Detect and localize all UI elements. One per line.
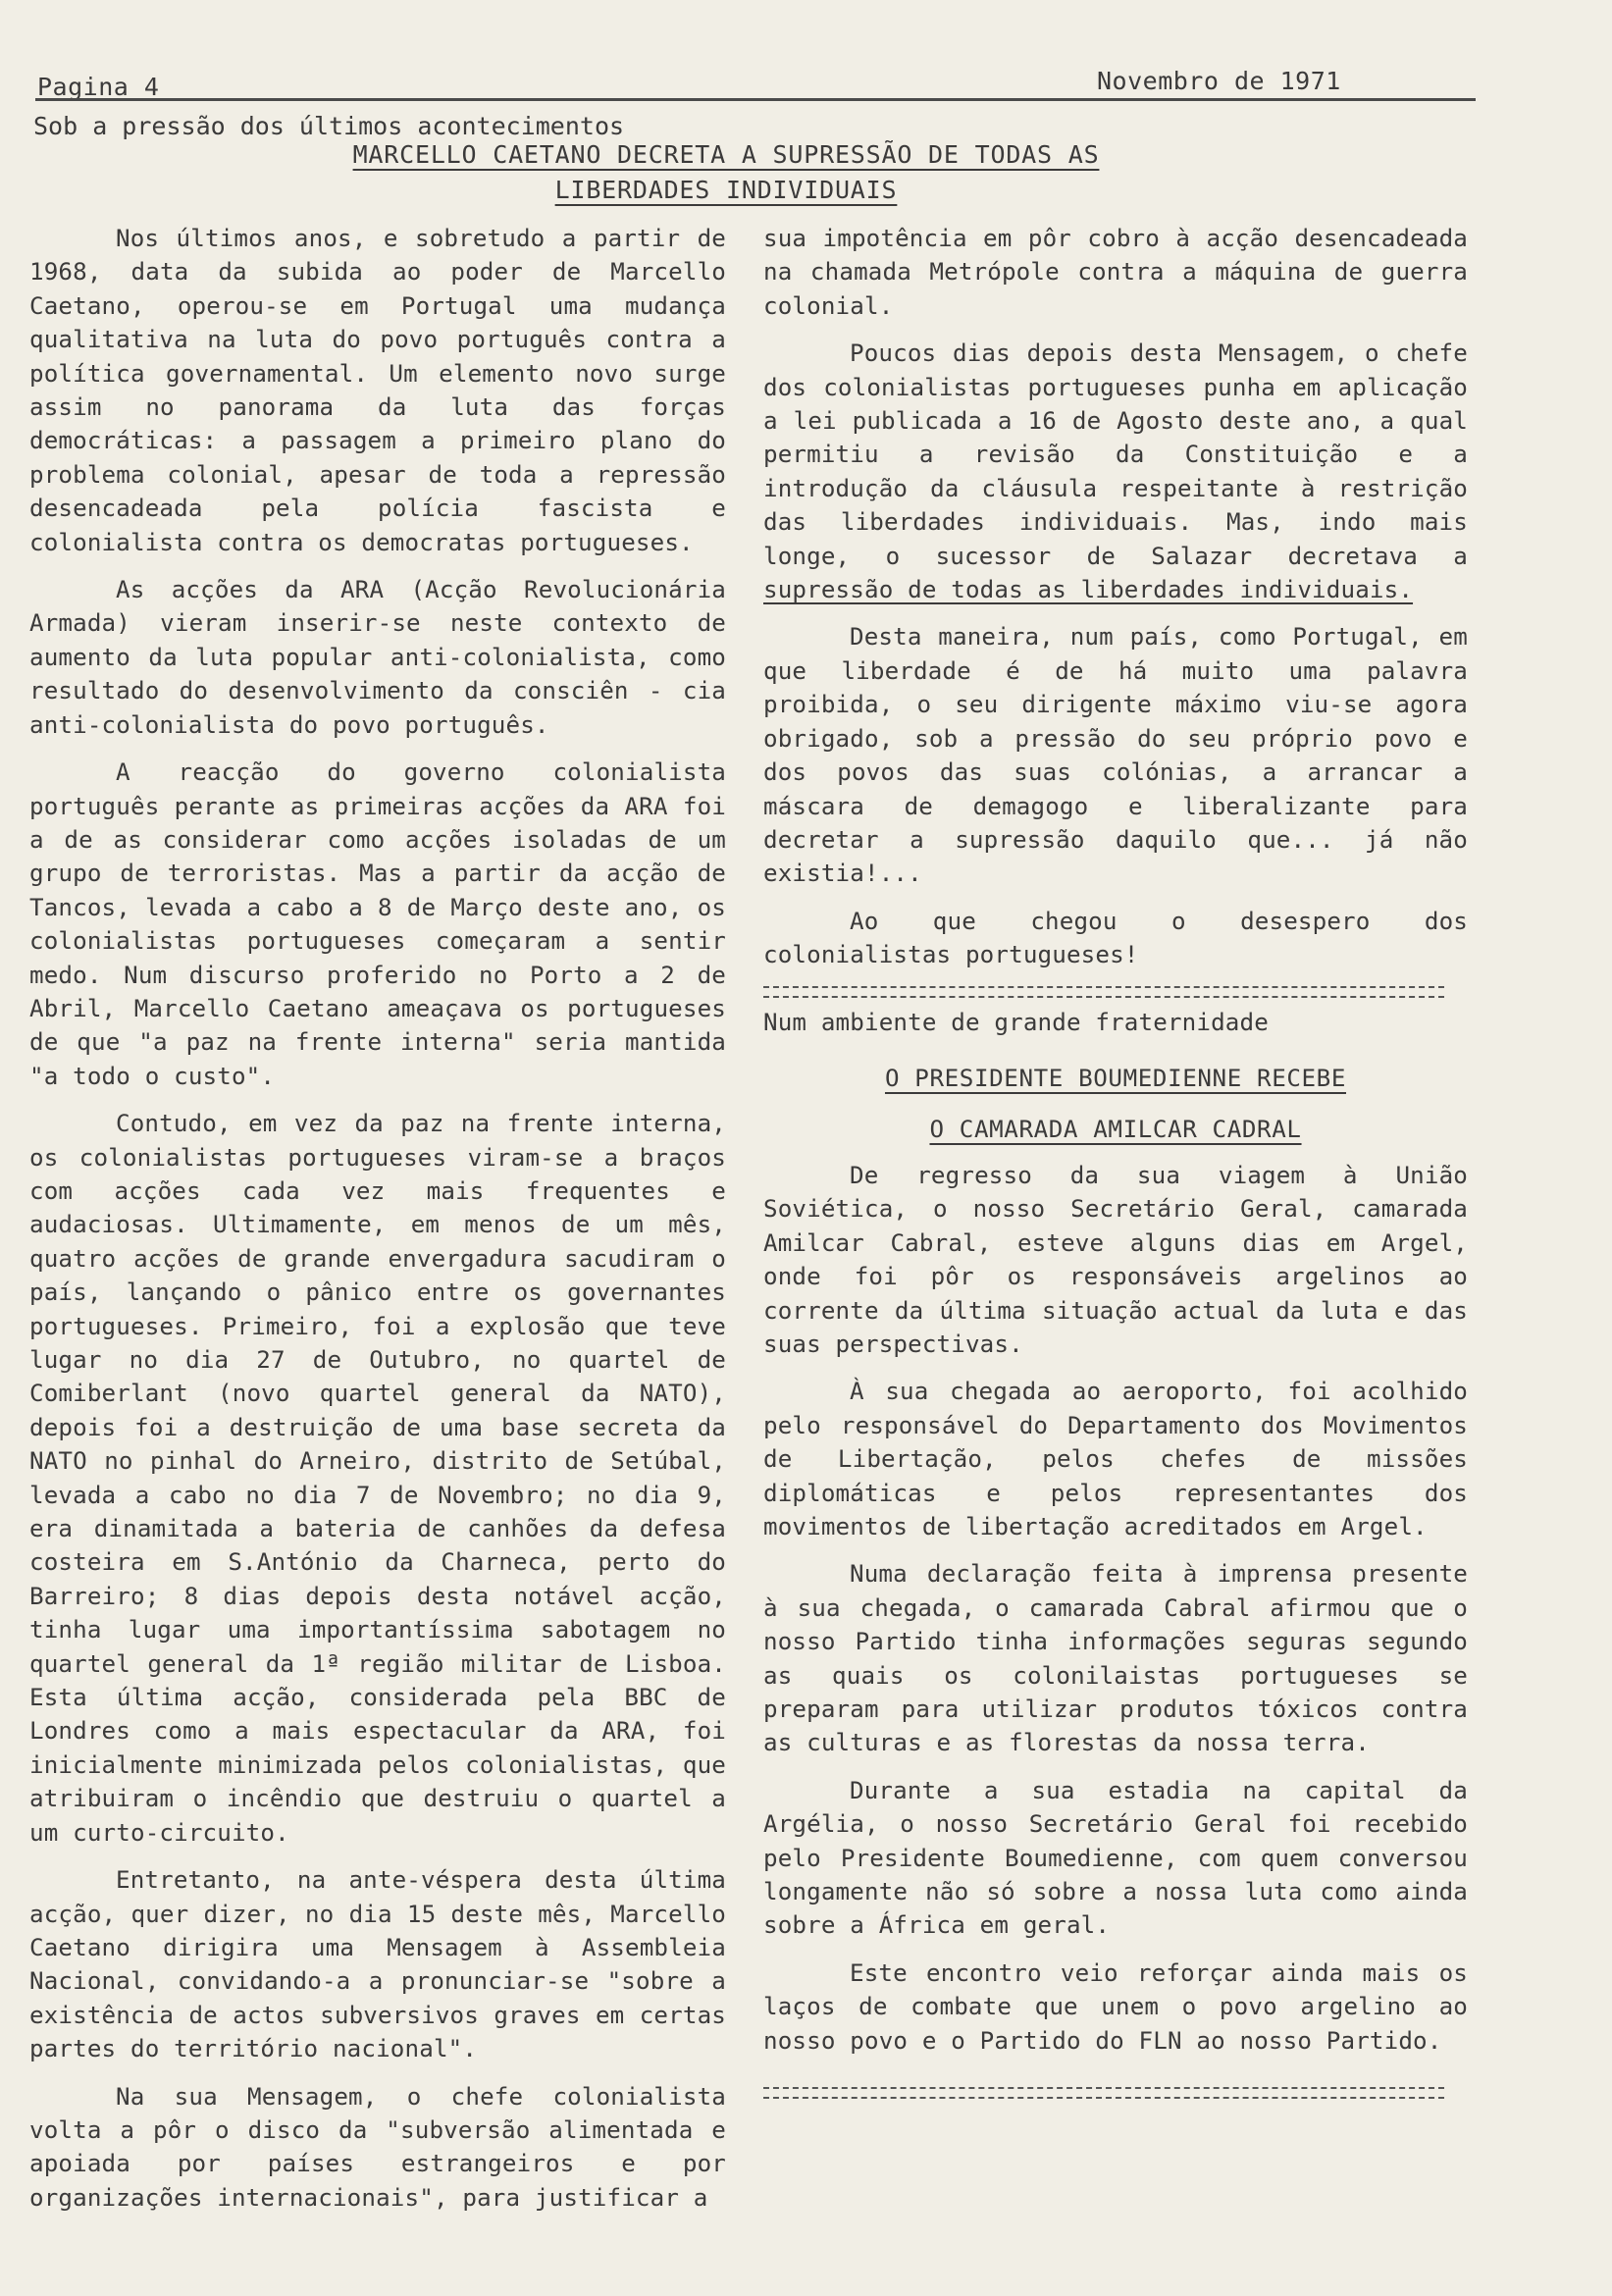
paragraph: De regresso da sua viagem à União Soviética, o nosso Secretário Geral, camarada Amilcar Cabral, esteve alguns dias em Argel, onde foi pôr os responsáveis argelinos ao corrente da última situação actual da luta e das suas perspectivas. (763, 1161, 1468, 1358)
separator-rule (763, 986, 1444, 998)
paragraph: Durante a sua estadia na capital da Argélia, o nosso Secretário Geral foi recebido pelo Presidente Boumedienne, com quem conversou longamente não só sobre a nossa luta como ainda sobre a África em geral. (763, 1776, 1468, 1940)
page-number: Pagina 4 (37, 73, 160, 101)
headline-line-1: O PRESIDENTE BOUMEDIENNE RECEBE (884, 1064, 1347, 1092)
article-headline (324, 137, 1128, 208)
paragraph: Na sua Mensagem, o chefe colonialista volta a pôr o disco da "subversão alimentada e apoiada por países estrangeiros e por organizações internacionais", para justificar a (29, 2082, 726, 2212)
paragraph: A reacção do governo colonialista português perante as primeiras acções da ARA foi a de as considerar como acções isoladas de um grupo de terroristas. Mas a partir da acção de Tancos, levada a cabo a 8 de Março deste ano, os colonialistas portugueses começaram a sentir medo. Num discurso proferido no Porto a 2 de Abril, Marcello Caetano ameaçava os portugueses de que "a paz na frente interna" seria mantida "a todo o custo". (29, 758, 726, 1090)
paragraph: Numa declaração feita à imprensa presente à sua chegada, o camarada Cabral afirmou que o nosso Partido tinha informações seguras segundo as quais os colonilaistas portugueses se preparam para utilizar produtos tóxicos contra as culturas e as florestas da nossa terra. (763, 1560, 1468, 1757)
paragraph: Este encontro veio reforçar ainda mais os laços de combate que unem o povo argelino ao nosso povo e o Partido do FLN ao nosso Partido. (763, 1958, 1468, 2055)
headline-line-1: MARCELLO CAETANO DECRETA A SUPRESSÃO DE TODAS AS (352, 140, 1100, 169)
headline-line-2: O CAMARADA AMILCAR CADRAL (929, 1115, 1302, 1143)
paragraph: À sua chegada ao aeroporto, foi acolhido pelo responsável do Departamento dos Movimentos de Libertação, pelos chefes de missões diplomáticas e pelos representantes dos movimentos de libertação acreditados em Argel. (763, 1378, 1468, 1540)
paragraph: Ao que chegou o desespero dos colonialistas portugueses! (763, 907, 1468, 969)
paragraph (763, 337, 1468, 606)
paragraph: Desta maneira, num país, como Portugal, em que liberdade é de há muito uma palavra proibida, o seu dirigente máximo viu-se agora obrigado, sob a pressão do seu próprio povo e dos povos das suas colónias, a arrancar a máscara de demagogo e liberalizante para decretar a supressão daquilo que... já não existia!... (763, 623, 1468, 888)
headline-line-2: LIBERDADES INDIVIDUAIS (554, 176, 898, 204)
issue-date: Novembro de 1971 (1097, 67, 1341, 95)
paragraph-text: Poucos dias depois desta Mensagem, o chefe dos colonialistas portugueses punha em aplicação a lei publicada a 16 de Agosto deste ano, a qual permitiu a revisão da Constituição e a introdução da cláusula respeitante à restrição das liberdades individuais. Mas, indo mais longe, o sucessor de Salazar decretava a (763, 339, 1468, 570)
paragraph: Nos últimos anos, e sobretudo a partir de 1968, data da subida ao poder de Marcello Caetano, operou-se em Portugal uma mudança qualitativa na luta do povo português contra a política governamental. Um elemento novo surge assim no panorama da luta das forças democráticas: a passagem a primeiro plano do problema colonial, apesar de toda a repressão desencadeada pela polícia fascista e colonialista contra os democratas portugueses. (29, 225, 726, 556)
article-kicker: Sob a pressão dos últimos acontecimentos (33, 112, 625, 140)
paragraph: Contudo, em vez da paz na frente interna, os colonialistas portugueses viram-se a braços com acções cada vez mais frequentes e audaciosas. Ultimamente, em menos de um mês, quatro acções de grande envergadura sacudiram o país, lançando o pânico entre os governantes portugueses. Primeiro, foi a explosão que teve lugar no dia 27 de Outubro, no quartel de Comiberlant (novo quartel general da NATO), depois foi a destruição de uma base secreta da NATO no pinhal do Arneiro, distrito de Setúbal, levada a cabo no dia 7 de Novembro; no dia 9, era dinamitada a bateria de canhões da defesa costeira em S.António da Charneca, perto do Barreiro; 8 dias depois desta notável acção, tinha lugar uma importantíssima sabotagem no quartel general da 1ª região militar de Lisboa. Esta última acção, considerada pela BBC de Londres como a mais espectacular da ARA, foi inicialmente minimizada pelos colonialistas, que atribuiram o incêndio que destruiu o quartel a um curto-circuito. (29, 1110, 726, 1847)
separator-rule (763, 2087, 1444, 2099)
paragraph: As acções da ARA (Acção Revolucionária Armada) vieram inserir-se neste contexto de aumento da luta popular anti-colonialista, como resultado do desenvolvimento da consciên - cia anti-colonialista do povo português. (29, 576, 726, 739)
paragraph: Entretanto, na ante-véspera desta última acção, quer dizer, no dia 15 deste mês, Marcello Caetano dirigira uma Mensagem à Assembleia Nacional, convidando-a a pronunciar-se "sobre a existência de actos subversivos graves em certas partes do território nacional". (29, 1866, 726, 2063)
article-kicker: Num ambiente de grande fraternidade (763, 1008, 1269, 1036)
right-column (763, 222, 1468, 2107)
article-headline (763, 1053, 1468, 1155)
paragraph: sua impotência em pôr cobro à acção desencadeada na chamada Metrópole contra a máquina de guerra colonial. (763, 225, 1468, 320)
left-column (29, 222, 726, 2228)
underlined-phrase: supressão de todas as liberdades individuais. (763, 576, 1414, 604)
header-rule (35, 98, 1476, 101)
